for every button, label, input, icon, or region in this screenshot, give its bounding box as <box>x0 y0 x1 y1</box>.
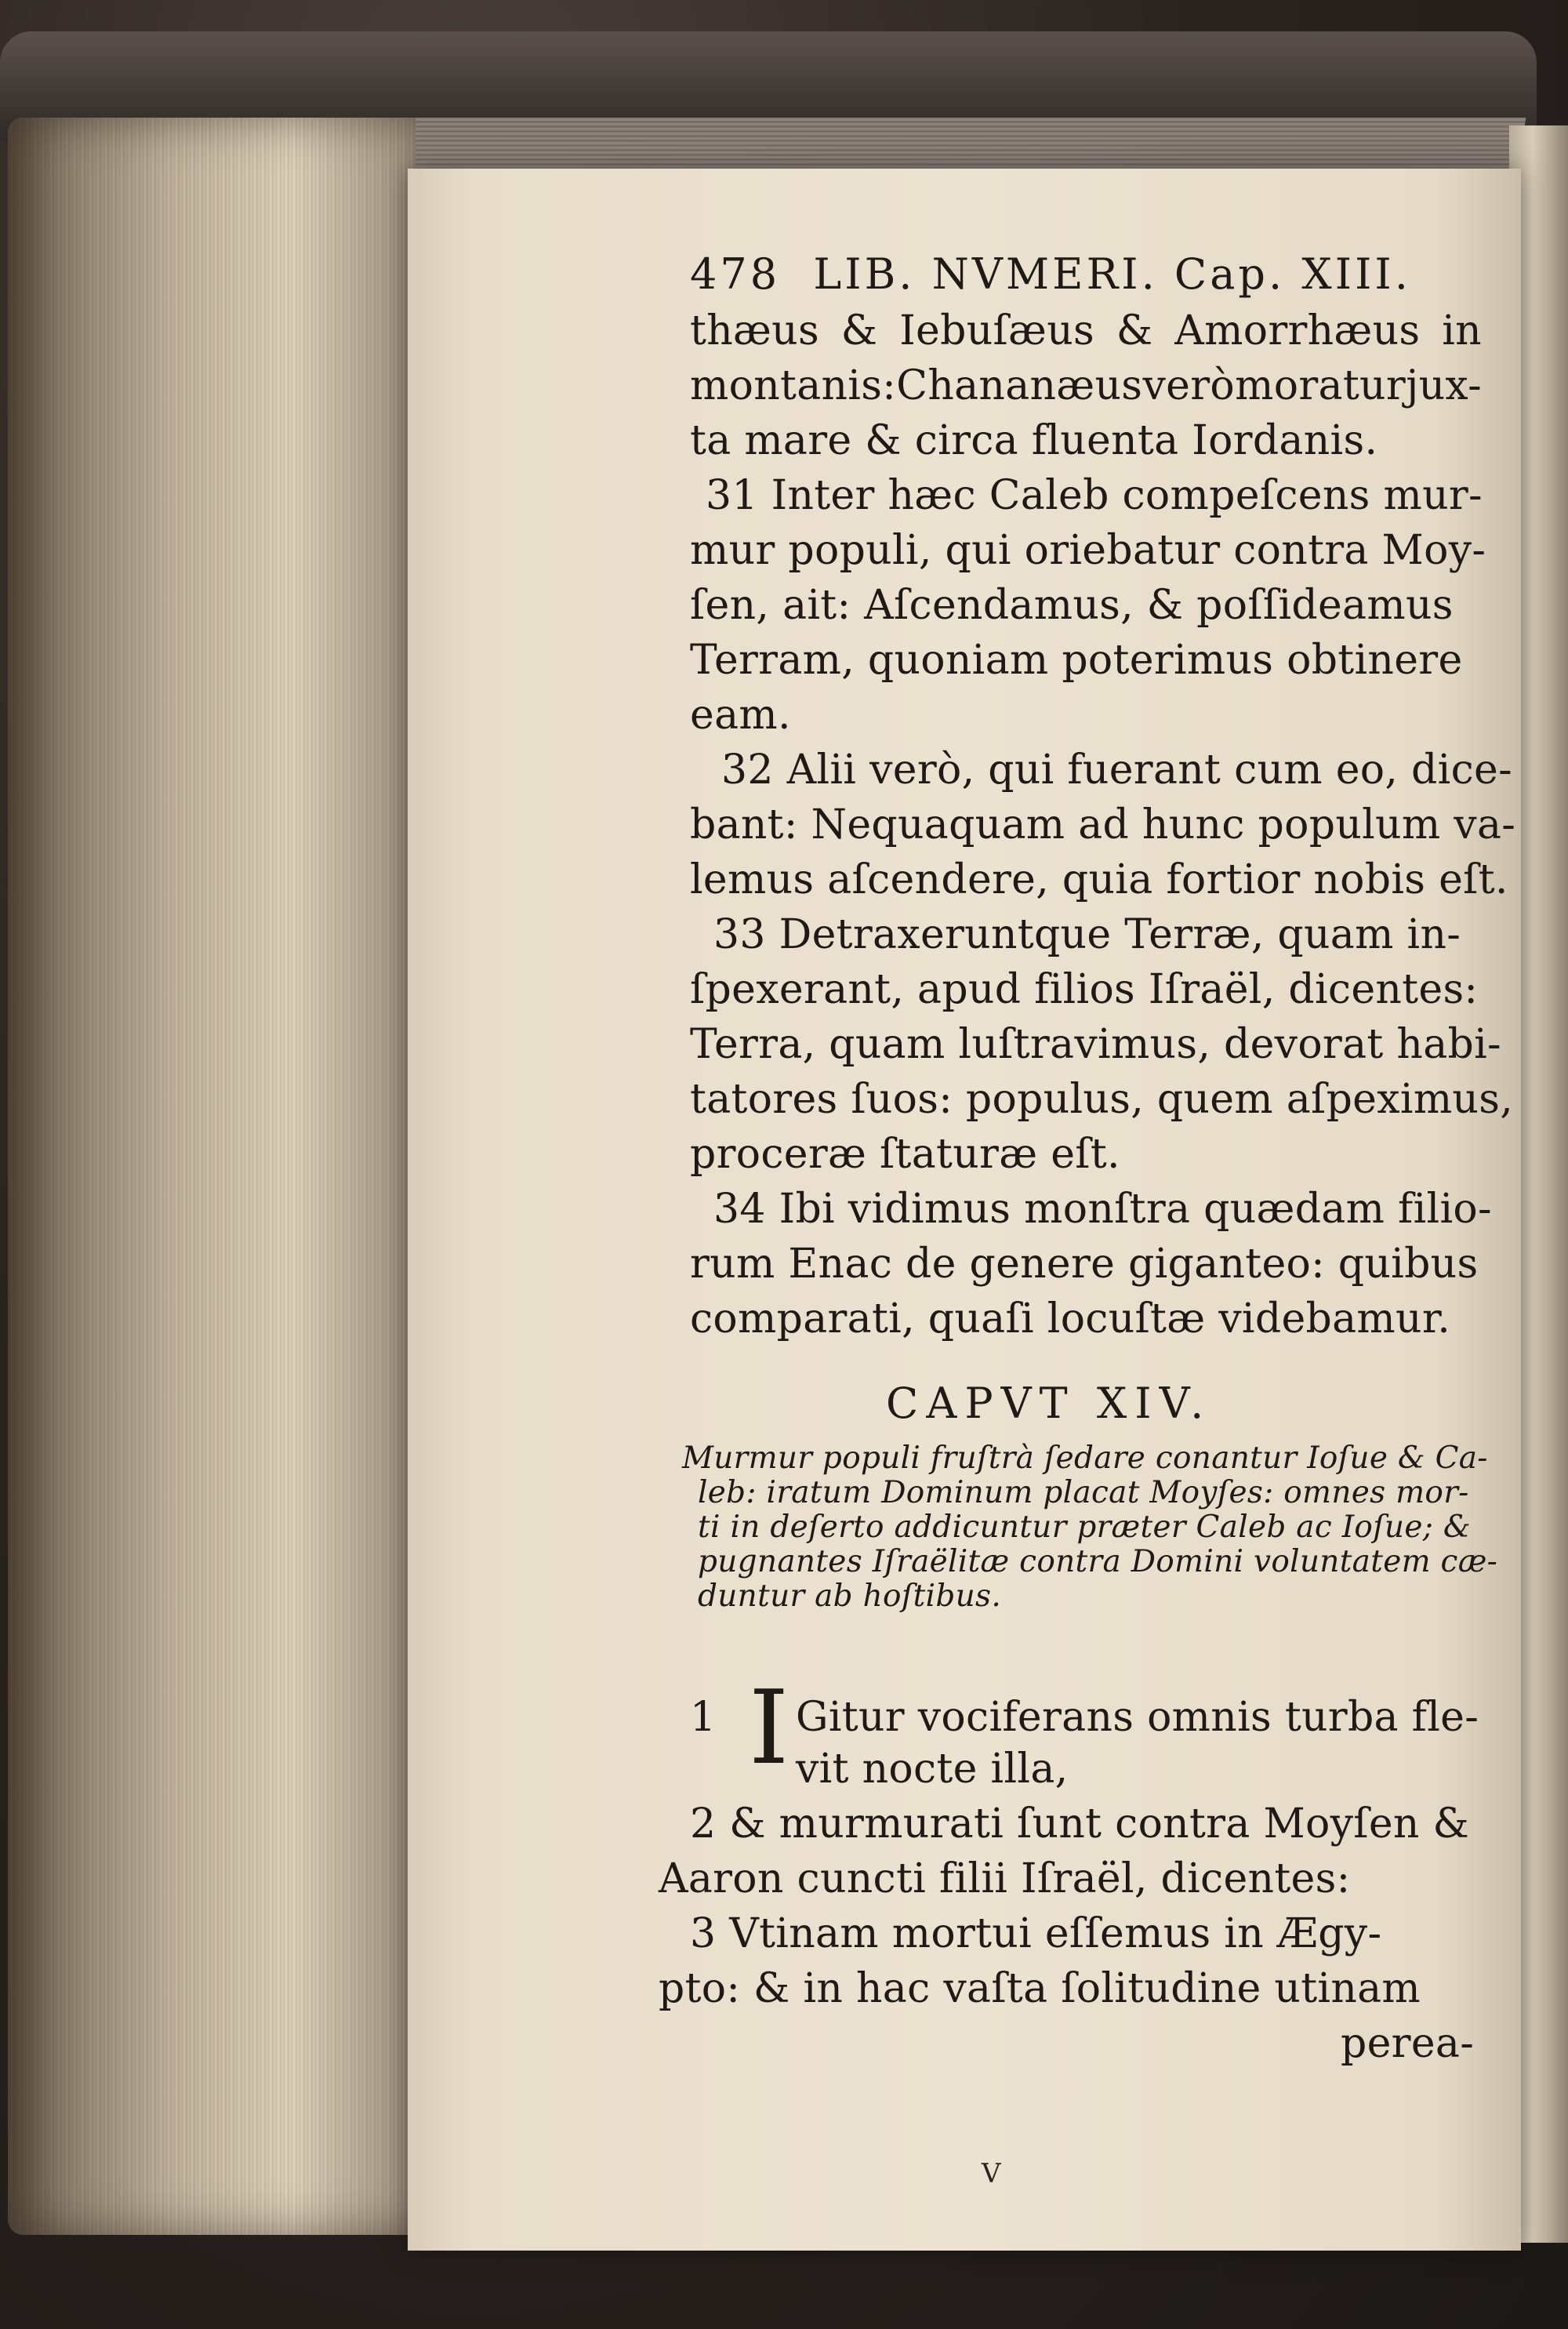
summary-line: Murmur populi fruſtrà ſedare conantur Ioſue & Ca- <box>682 1441 1488 1476</box>
text-line: thæus & Iebuſæus & Amorrhæus in <box>690 307 1482 354</box>
running-title: LIB. NVMERI. Cap. XIII. <box>813 249 1411 299</box>
text-line: vit nocte illa, <box>796 1746 1069 1793</box>
text-line: tatores ſuos: populus, quem aſpeximus, <box>690 1076 1514 1123</box>
text-line: lemus aſcendere, quia fortior nobis eſt. <box>690 856 1508 903</box>
page-stack-shade <box>8 118 416 2235</box>
text-line: proceræ ſtaturæ eſt. <box>690 1131 1120 1178</box>
text-line: eam. <box>690 692 791 739</box>
summary-line: pugnantes Iſraëlitæ contra Domini voluntatem cæ- <box>698 1544 1498 1579</box>
text-line: ta mare & circa fluenta Iordanis. <box>690 417 1378 464</box>
text-line: ſen, ait: Aſcendamus, & poſſideamus <box>690 582 1454 629</box>
text-line: bant: Nequaquam ad hunc populum va- <box>690 801 1516 848</box>
running-header <box>690 251 1411 298</box>
text-line: Aaron cuncti filii Iſraël, dicentes: <box>659 1855 1351 1902</box>
text-line: comparati, quaſi locuſtæ videbamur. <box>690 1295 1451 1343</box>
verse-line: 34 Ibi vidimus monſtra quædam filio- <box>713 1186 1492 1233</box>
text-line: pto: & in hac vaſta ſolitudine utinam <box>659 1965 1421 2012</box>
verse-line: 31 Inter hæc Caleb compeſcens mur- <box>706 472 1483 519</box>
verse-line: 33 Detraxeruntque Terræ, quam in- <box>713 911 1461 958</box>
drop-cap: I <box>749 1668 789 1787</box>
chapter-heading: CAPVT XIV. <box>886 1379 1212 1428</box>
summary-line: duntur ab hoſtibus. <box>698 1579 1002 1614</box>
text-line: mur populi, qui oriebatur contra Moy- <box>690 527 1486 574</box>
catchword: perea- <box>1341 2020 1475 2067</box>
verse-line: 32 Alii verò, qui fuerant cum eo, dice- <box>721 747 1512 794</box>
text-line: ſpexerant, apud filios Iſraël, dicentes: <box>690 966 1479 1013</box>
summary-line: ti in deſerto addicuntur præter Caleb ac Ioſue; & <box>698 1510 1471 1545</box>
text-line: Terra, quam luſtravimus, devorat habi- <box>690 1021 1501 1068</box>
summary-line: leb: iratum Dominum placat Moyſes: omnes mor- <box>698 1475 1469 1510</box>
verse-line: 3 Vtinam mortui eſſemus in Ægy- <box>690 1910 1382 1957</box>
text-line: montanis: Chananæus verò moratur jux- <box>690 362 1482 409</box>
text-line: rum Enac de genere giganteo: quibus <box>690 1241 1479 1288</box>
signature-mark: V <box>982 2158 1001 2189</box>
text-line: Gitur vociferans omnis turba fle- <box>796 1694 1479 1741</box>
verse-line: 2 & murmurati ſunt contra Moyſen & <box>690 1800 1470 1848</box>
page-number: 478 <box>690 249 781 299</box>
text-line: Terram, quoniam poterimus obtinere <box>690 637 1463 684</box>
verse-number: 1 <box>690 1694 717 1741</box>
